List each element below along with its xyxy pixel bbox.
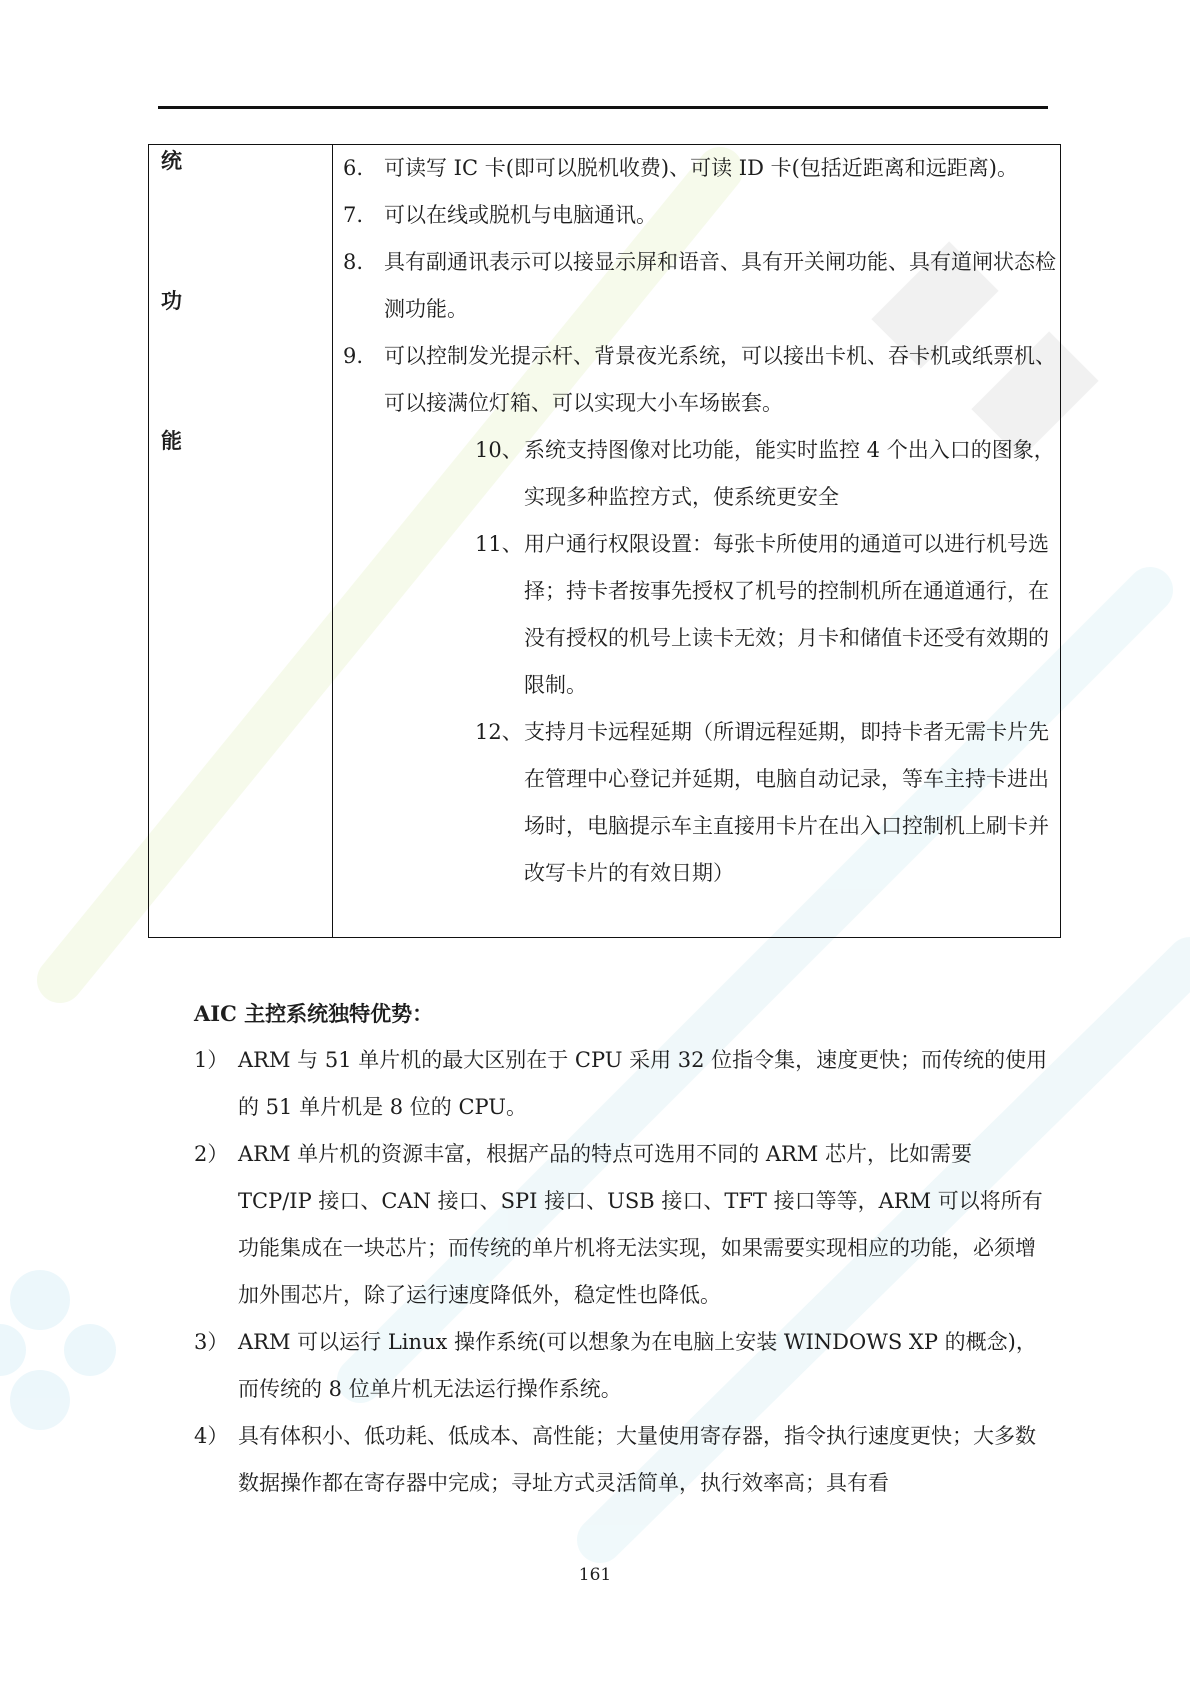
label-char: 功	[161, 288, 182, 313]
items-column	[333, 145, 1061, 938]
list-item: 4） 具有体积小、低功耗、低成本、高性能；大量使用寄存器，指令执行速度更快；大多数数据操作都在寄存器中完成；寻址方式灵活简单，执行效率高；具有看	[194, 1424, 1036, 1495]
list-item: 12、 支持月卡远程延期（所谓远程延期，即持卡者无需卡片先在管理中心登记并延期，电脑自动记录，等车主持卡进出场时，电脑提示车主直接用卡片在出入口控制机上刷卡并改写卡片的有效日期）	[475, 720, 1049, 885]
section-title: AIC 主控系统独特优势：	[194, 1001, 434, 1026]
watermark-flower-icon	[0, 1270, 116, 1430]
advantages-section	[194, 990, 1050, 1507]
list-item: 8. 具有副通讯表示可以接显示屏和语音、具有开关闸功能、具有道闸状态检测功能。	[343, 250, 1056, 321]
header-rule	[158, 106, 1048, 109]
page-number: 161	[578, 1565, 612, 1585]
list-item: 3） ARM 可以运行 Linux 操作系统(可以想象为在电脑上安装 WINDOWS XP 的概念)，而传统的 8 位单片机无法运行操作系统。	[194, 1330, 1037, 1401]
label-char: 能	[161, 428, 182, 453]
list-item: 11、 用户通行权限设置：每张卡所使用的通道可以进行机号选择；持卡者按事先授权了机号的控制机所在通道通行，在没有授权的机号上读卡无效；月卡和储值卡还受有效期的限制。	[475, 532, 1049, 697]
list-item: 10、 系统支持图像对比功能，能实时监控 4 个出入口的图象，实现多种监控方式，使系统更安全	[475, 438, 1055, 509]
label-char: 统	[161, 148, 182, 173]
list-item: 2） ARM 单片机的资源丰富，根据产品的特点可选用不同的 ARM 芯片，比如需要 TCP/IP 接口、CAN 接口、SPI 接口、USB 接口、TFT 接口等等，ARM 可以将所有功能集成在一块芯片；而传统的单片机将无法实现，如果需要实现相应的功能，必须增加外围芯片，除了运行速度降低外，稳定性也降低。	[194, 1142, 1043, 1307]
label-column	[149, 145, 333, 938]
function-table	[148, 144, 1061, 938]
list-item: 9. 可以控制发光提示杆、背景夜光系统，可以接出卡机、吞卡机或纸票机、可以接满位灯箱、可以实现大小车场嵌套。	[343, 344, 1056, 415]
list-item: 1） ARM 与 51 单片机的最大区别在于 CPU 采用 32 位指令集，速度更快；而传统的使用的 51 单片机是 8 位的 CPU。	[194, 1048, 1048, 1119]
list-item: 6. 可读写 IC 卡(即可以脱机收费)、可读 ID 卡(包括近距离和远距离)。	[343, 156, 1018, 180]
list-item: 7. 可以在线或脱机与电脑通讯。	[343, 203, 657, 227]
